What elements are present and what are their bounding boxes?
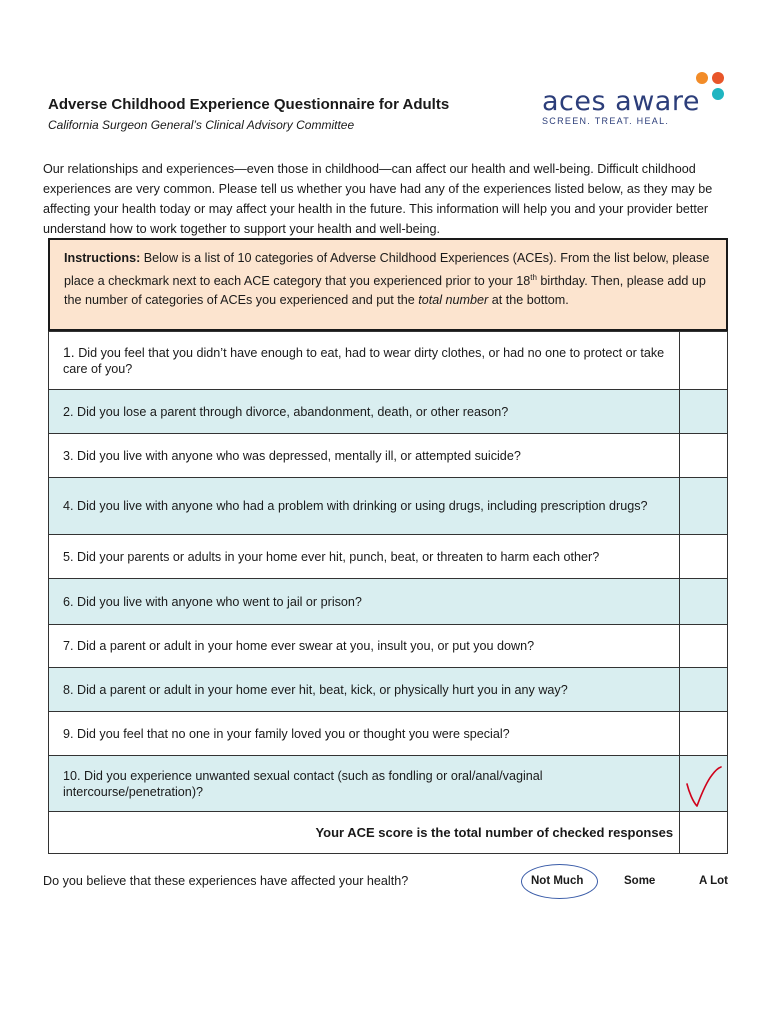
logo-dot-orange [696,72,708,84]
question-row-2 [49,390,728,434]
question-row-5 [49,535,728,579]
handwritten-check-icon [684,762,726,808]
aces-aware-logo [538,70,728,128]
ace-question-table [48,331,728,854]
check-stroke [687,767,721,806]
question-label: Did you feel that no one in your family loved you or thought you were special? [77,726,510,741]
question-row-3 [49,434,728,478]
question-text [49,478,680,535]
question-number: 3. [63,448,74,463]
option-a-lot[interactable]: A Lot [699,875,728,887]
question-checkbox-5[interactable] [680,535,728,579]
question-label: Did a parent or adult in your home ever hit, beat, kick, or physically hurt you in any way? [77,682,568,697]
question-row-1 [49,332,728,390]
question-checkbox-3[interactable] [680,434,728,478]
question-label: Did you experience unwanted sexual contact (such as fondling or oral/anal/vaginal intercourse/penetration)? [63,768,543,799]
question-text [49,756,680,812]
question-checkbox-7[interactable] [680,625,728,668]
option-not-much[interactable]: Not Much [531,875,584,887]
instructions-label: Instructions: [64,251,141,265]
question-number: 4. [63,499,74,513]
score-input[interactable] [680,812,728,854]
instructions-text-1: Below is a list of 10 categories of Adverse Childhood Experiences (ACEs). From the list below, please place a checkmark next to each ACE category that you experienced prior to your 18 [64,251,710,289]
instructions-text-3: at the bottom. [488,293,569,308]
logo-wordmark-part1: ace [542,86,592,117]
instructions-box [48,238,728,331]
question-label: Did a parent or adult in your home ever swear at you, insult you, or put you down? [77,639,535,653]
logo-tagline: SCREEN. TREAT. HEAL. [542,116,670,126]
question-label: Did your parents or adults in your home ever hit, punch, beat, or threaten to harm each other? [77,549,600,564]
page-subtitle: California Surgeon General’s Clinical Advisory Committee [48,118,355,132]
question-text [49,625,680,668]
question-checkbox-1[interactable] [680,332,728,390]
question-checkbox-8[interactable] [680,668,728,712]
question-number: 2. [63,404,74,419]
question-checkbox-4[interactable] [680,478,728,535]
instructions-superscript: th [530,273,537,282]
instructions-text-2: birthday. Then, please add up the number of categories of ACEs you experienced and put the [64,274,706,308]
option-some[interactable]: Some [624,875,656,887]
question-label: Did you live with anyone who was depressed, mentally ill, or attempted suicide? [77,448,521,463]
logo-dot-red [712,72,724,84]
question-text [49,535,680,579]
question-label: Did you live with anyone who went to jail or prison? [77,594,362,609]
question-text [49,712,680,756]
question-text [49,579,680,625]
question-number: 1. [63,344,75,360]
score-label: Your ACE score is the total number of checked responses [49,812,680,854]
question-checkbox-9[interactable] [680,712,728,756]
question-text [49,668,680,712]
question-label: Did you lose a parent through divorce, abandonment, death, or other reason? [77,404,509,419]
question-row-6 [49,579,728,625]
question-number: 7. [63,639,74,653]
question-text [49,434,680,478]
question-number: 5. [63,549,74,564]
logo-wordmark [542,86,700,117]
intro-paragraph: Our relationships and experiences—even those in childhood—can affect our health and well-being. Difficult childhood experiences are very common. Please tell us whether you have had any of the experiences listed below, as they may be affecting your health today or may affect your health in the future. This information will help you and your provider better understand how to work together to support your health and well-being. [43,162,713,236]
question-row-9 [49,712,728,756]
question-label: Did you live with anyone who had a problem with drinking or using drugs, including prescription drugs? [77,499,648,513]
health-question: Do you believe that these experiences have affected your health? [43,874,409,888]
score-row [49,812,728,854]
question-number: 9. [63,726,74,741]
question-row-8 [49,668,728,712]
question-row-7 [49,625,728,668]
question-number: 10. [63,768,81,783]
question-checkbox-2[interactable] [680,390,728,434]
question-number: 6. [63,594,74,609]
instructions-italic: total number [418,293,489,308]
question-row-10 [49,756,728,812]
question-text [49,332,680,390]
question-text [49,390,680,434]
question-row-4 [49,478,728,535]
logo-dot-teal [712,88,724,100]
question-number: 8. [63,682,74,697]
page-title: Adverse Childhood Experience Questionnaire for Adults [48,96,450,113]
logo-wordmark-part2: s aware [591,86,700,117]
question-checkbox-10[interactable] [680,756,728,812]
question-label: Did you feel that you didn’t have enough to eat, had to wear dirty clothes, or had no one to protect or take care of you? [63,346,665,376]
question-checkbox-6[interactable] [680,579,728,625]
